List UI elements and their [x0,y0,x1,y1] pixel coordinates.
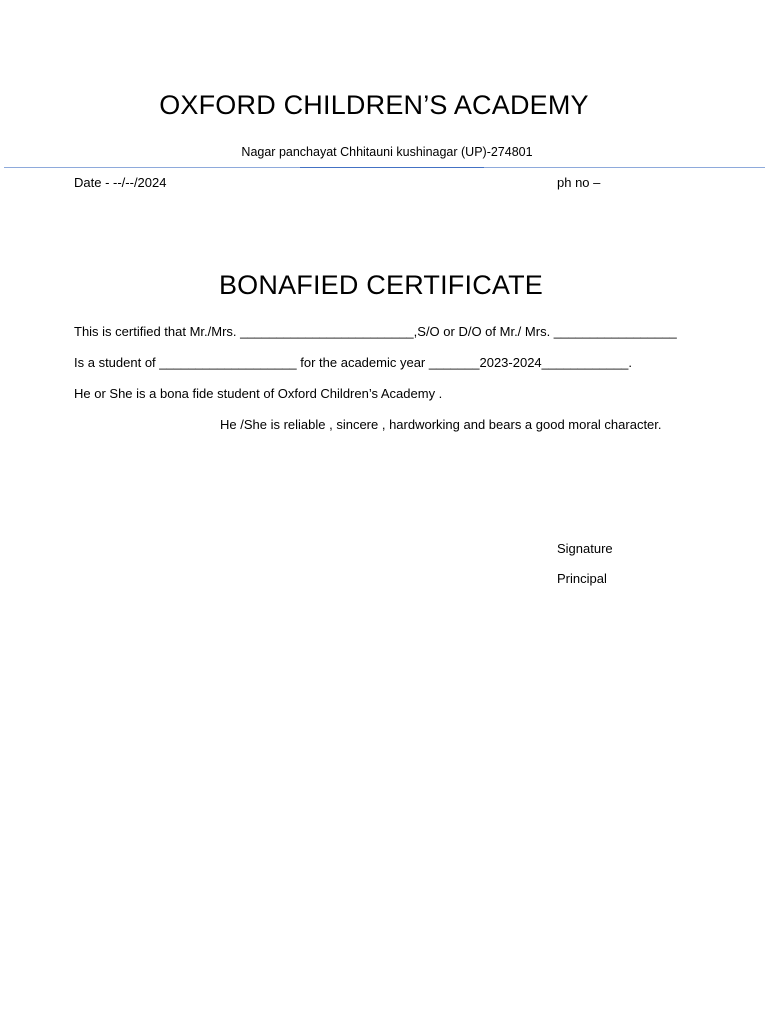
signature-label: Signature [557,541,613,556]
certificate-line-character: He /She is reliable , sincere , hardworking and bears a good moral character. [220,417,662,432]
header-divider-accent [300,167,484,168]
school-name-heading: OXFORD CHILDREN’S ACADEMY [159,90,589,120]
certificate-title: BONAFIED CERTIFICATE [218,270,544,300]
certificate-line-class: Is a student of ___________________ for the academic year _______2023-2024____________. [74,355,633,370]
certificate-line-school: He or She is a bona fide student of Oxford Children’s Academy . [74,386,443,401]
date-field: Date - --/--/2024 [74,175,167,190]
principal-label: Principal [557,571,607,586]
phone-field: ph no – [557,175,601,190]
certificate-line-name: This is certified that Mr./Mrs. ________________________,S/O or D/O of Mr./ Mrs. _________________ [74,324,677,339]
school-address: Nagar panchayat Chhitauni kushinagar (UP)-274801 [241,145,533,159]
